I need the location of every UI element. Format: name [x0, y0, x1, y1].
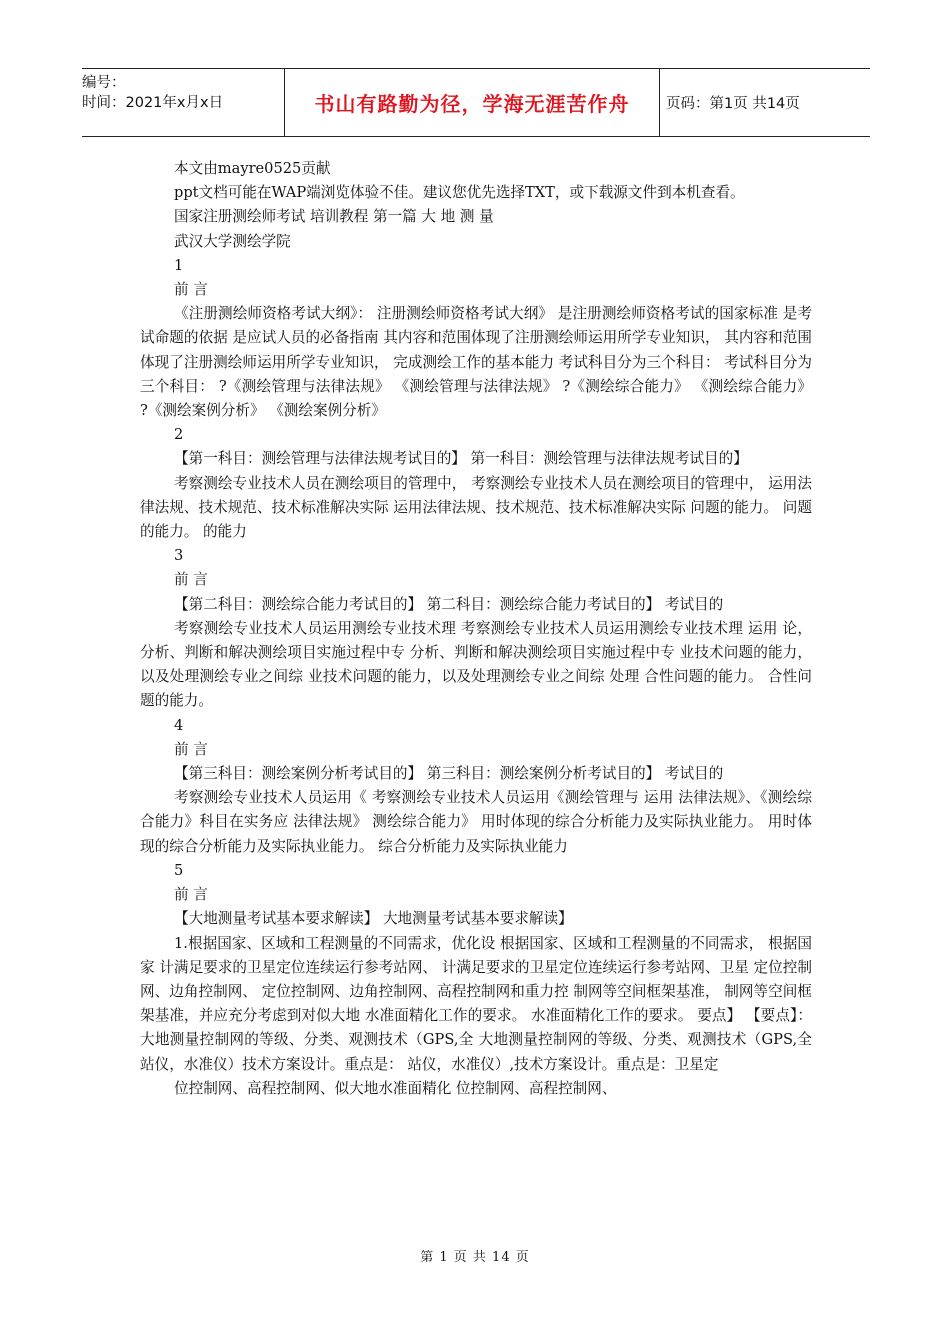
paragraph: 考察测绘专业技术人员在测绘项目的管理中， 考察测绘专业技术人员在测绘项目的管理中， 运用法律法规、技术规范、技术标准解决实际 运用法律法规、技术规范、技术标准解决实际 问题的能力。 问题的能力。 的能力 [140, 474, 812, 541]
slide-number: 4 [174, 716, 184, 734]
paragraph: 武汉大学测绘学院 [174, 232, 291, 250]
page-header [82, 68, 870, 137]
header-left-cell [82, 69, 284, 140]
paragraph: 【第一科目：测绘管理与法律法规考试目的】 第一科目：测绘管理与法律法规考试目的】 [174, 450, 748, 468]
page-number-label: 页码：第1页 共14页 [666, 96, 800, 112]
header-page-cell [660, 69, 876, 136]
paragraph: 《注册测绘师资格考试大纲》： 注册测绘师资格考试大纲》 是注册测绘师资格考试的国家标准 是考试命题的依据 是应试人员的必备指南 其内容和范围体现了注册测绘师运用所学专业知识， 其内容和范围体现了注册测绘师运用所学专业知识， 完成测绘工作的基本能力 考试科目分为三个科目： 考试科目分为三个科目： ?《测绘管理与法律法规》 《测绘管理与法律法规》 ?《测绘综合能力》 《测绘综合能力》 ?《测绘案例分析》 《测绘案例分析》 [140, 305, 812, 420]
paragraph: 【第二科目：测绘综合能力考试目的】 第二科目：测绘综合能力考试目的】 考试目的 [174, 595, 724, 613]
slide-number: 5 [174, 861, 184, 879]
header-motto-cell [284, 69, 660, 136]
section-heading: 前 言 [174, 886, 208, 904]
paragraph: ppt文档可能在WAP端浏览体验不佳。建议您优先选择TXT，或下载源文件到本机查看。 [174, 184, 745, 202]
section-heading: 前 言 [174, 571, 208, 589]
paragraph: 位控制网、高程控制网、似大地水准面精化 位控制网、高程控制网、 [174, 1079, 617, 1097]
paragraph: 考察测绘专业技术人员运用测绘专业技术理 考察测绘专业技术人员运用测绘专业技术理 运用 论，分析、判断和解决测绘项目实施过程中专 分析、判断和解决测绘项目实施过程中专 业技术问题的能力，以及处理测绘专业之间综 业技术问题的能力，以及处理测绘专业之间综 处理 合性问题的能力。 合性问题的能力。 [140, 619, 812, 710]
paragraph: 考察测绘专业技术人员运用《 考察测绘专业技术人员运用《测绘管理与 运用 法律法规》、《测绘综合能力》科目在实务应 法律法规》 测绘综合能力》 用时体现的综合分析能力及实际执业能力。 用时体现的综合分析能力及实际执业能力。 综合分析能力及实际执业能力 [140, 789, 812, 855]
paragraph: 【大地测量考试基本要求解读】 大地测量考试基本要求解读】 [174, 910, 573, 928]
paragraph: 国家注册测绘师考试 培训教程 第一篇 大 地 测 量 [174, 208, 494, 226]
document-time-label: 时间：2021年x月x日 [82, 95, 224, 111]
paragraph: 【第三科目：测绘案例分析考试目的】 第三科目：测绘案例分析考试目的】 考试目的 [174, 765, 724, 783]
slide-number: 1 [174, 256, 184, 274]
page-footer: 第 1 页 共 14 页 [420, 1250, 530, 1265]
paragraph: 本文由mayre0525贡献 [174, 160, 331, 177]
motto-text: 书山有路勤为径，学海无涯苦作舟 [314, 92, 630, 116]
document-number-label: 编号： [82, 75, 126, 91]
section-heading: 前 言 [174, 740, 208, 758]
slide-number: 2 [174, 426, 184, 444]
document-body [140, 157, 812, 1101]
paragraph: 1.根据国家、区域和工程测量的不同需求，优化设 根据国家、区域和工程测量的不同需求， 根据国家 计满足要求的卫星定位连续运行参考站网、 计满足要求的卫星定位连续运行参考站网、卫星 定位控制网、边角控制网、 定位控制网、边角控制网、高程控制网和重力控 制网等空间框架基准， 制网等空间框架基准，并应充分考虑到对似大地 水准面精化工作的要求。 水准面精化工作的要求。 要点】 【要点】： 大地测量控制网的等级、分类、观测技术（GPS,全 大地测量控制网的等级、分类、观测技术（GPS,全 站仪，水准仪）技术方案设计。重点是： 站仪，水准仪）,技术方案设计。重点是：卫星定 [140, 934, 812, 1073]
section-heading: 前 言 [174, 281, 208, 299]
slide-number: 3 [174, 547, 184, 565]
